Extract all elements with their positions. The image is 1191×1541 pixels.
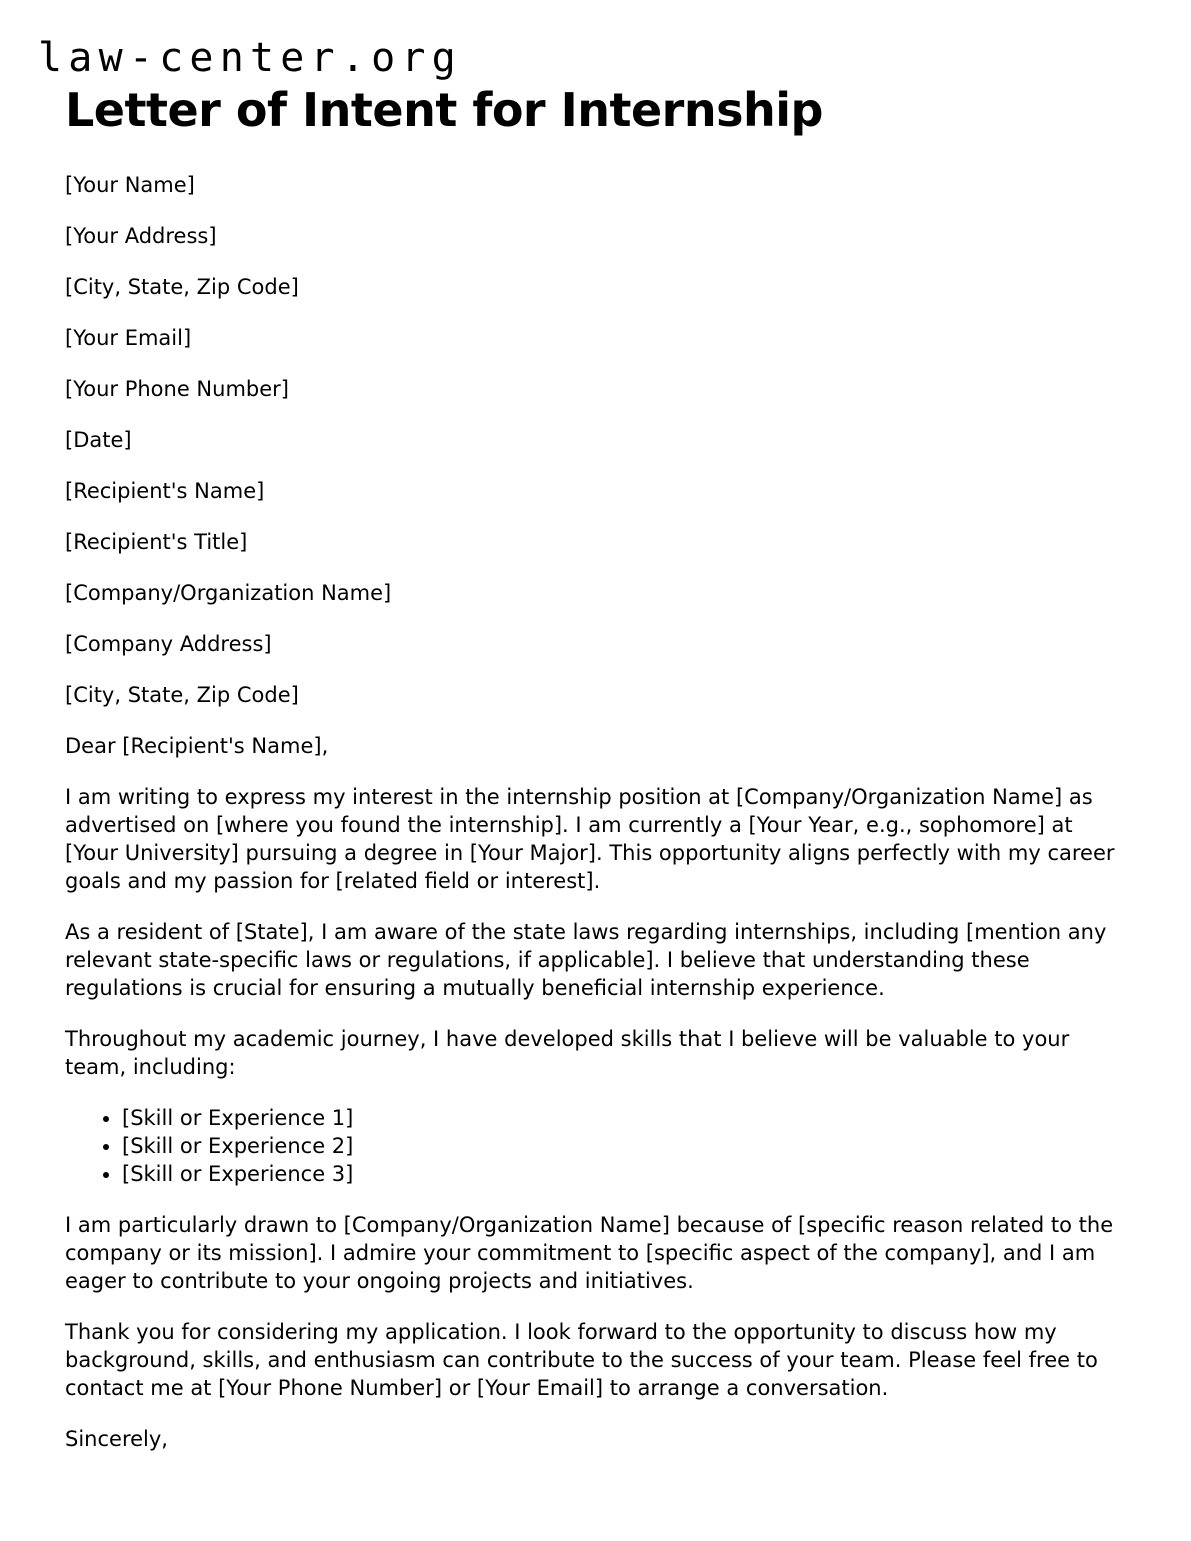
skills-list (65, 1104, 1125, 1188)
skill-item: • [Skill or Experience 2] (122, 1132, 1125, 1160)
paragraph-interest: I am writing to express my interest in the internship position at [Company/Organization Name] as advertised on [where you found the internship]. I am currently a [Your Year, e.g., sophomore] at [Your University] pursuing a degree in [Your Major]. This opportunity aligns perfectly with my career goals and my passion for [related field or interest]. (65, 785, 1115, 893)
sender-city-line: [City, State, Zip Code] (65, 275, 299, 299)
paragraph-company: I am particularly drawn to [Company/Organization Name] because of [specific reason related to the company or its mission]. I admire your commitment to [specific aspect of the company], and I am eager to contribute to your ongoing projects and initiatives. (65, 1213, 1114, 1293)
site-logo-text: law-center.org (38, 35, 462, 81)
sender-name-line: [Your Name] (65, 173, 195, 197)
company-name-line: [Company/Organization Name] (65, 581, 392, 605)
skill-item: • [Skill or Experience 3] (122, 1160, 1125, 1188)
page-title: Letter of Intent for Internship (65, 83, 823, 137)
sender-email-line: [Your Email] (65, 326, 192, 350)
closing-line: Sincerely, (65, 1427, 168, 1451)
paragraph-state-laws: As a resident of [State], I am aware of the state laws regarding internships, including [mention any relevant state-specific laws or regulations, if applicable]. I believe that understanding these regulations is crucial for ensuring a mutually beneficial internship experience. (65, 920, 1107, 1000)
company-city-line: [City, State, Zip Code] (65, 683, 299, 707)
recipient-name-line: [Recipient's Name] (65, 479, 265, 503)
skill-item: • [Skill or Experience 1] (122, 1104, 1125, 1132)
recipient-title-line: [Recipient's Title] (65, 530, 248, 554)
sender-phone-line: [Your Phone Number] (65, 377, 289, 401)
company-address-line: [Company Address] (65, 632, 272, 656)
letter-body (65, 171, 1125, 1453)
paragraph-thanks: Thank you for considering my application. I look forward to the opportunity to discuss how my background, skills, and enthusiasm can contribute to the success of your team. Please feel free to contact me at [Your Phone Number] or [Your Email] to arrange a conversation. (65, 1320, 1098, 1400)
paragraph-skills-intro: Throughout my academic journey, I have developed skills that I believe will be valuable to your team, including: (65, 1027, 1070, 1079)
date-line: [Date] (65, 428, 132, 452)
sender-address-line: [Your Address] (65, 224, 217, 248)
salutation: Dear [Recipient's Name], (65, 734, 329, 758)
